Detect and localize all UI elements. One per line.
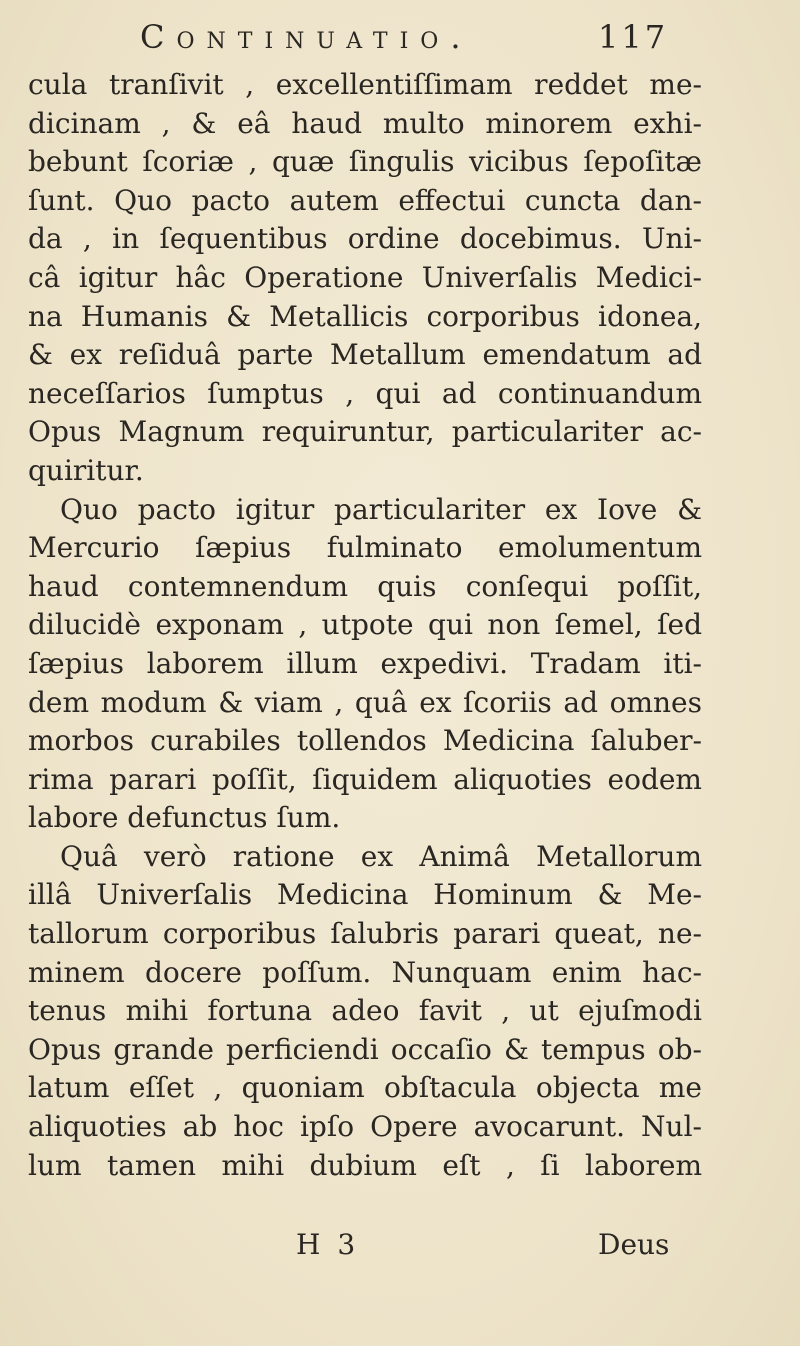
text-line: câ igitur hâc Operatione Univerſalis Medici- <box>28 260 702 294</box>
text-line: illâ Univerſalis Medicina Hominum & Me- <box>28 878 702 912</box>
text-line: tenus mihi fortuna adeo favit , ut ejuſmodi <box>28 994 702 1028</box>
text-line: cula tranſivit , excellentiſſimam reddet me- <box>28 68 702 101</box>
text-line: rima parari poſſit, ſiquidem aliquoties eodem <box>28 762 702 796</box>
text-line: dicinam , & eâ haud multo minorem exhi- <box>28 106 702 140</box>
text-line: latum eſſet , quoniam obſtacula objecta me <box>28 1071 702 1105</box>
text-line: neceſſarios ſumptus , qui ad continuandum <box>28 376 702 410</box>
catchword: Deus <box>598 1228 670 1261</box>
running-title: Continuatio. <box>140 18 473 56</box>
signature-mark: H 3 <box>296 1228 360 1261</box>
text-line: aliquoties ab hoc ipſo Opere avocarunt. Nul- <box>28 1110 702 1144</box>
text-line: na Humanis & Metallicis corporibus idonea, <box>28 299 702 333</box>
body-text <box>28 66 702 1185</box>
text-line: minem docere poſſum. Nunquam enim hac- <box>28 955 702 989</box>
text-line: haud contemnendum quis conſequi poſſit, <box>28 569 702 603</box>
text-line: quiritur. <box>28 453 144 487</box>
text-line: tallorum corporibus ſalubris parari queat, ne- <box>28 917 702 951</box>
page-footer <box>0 1228 800 1268</box>
text-line: bebunt ſcoriæ , quæ ſingulis vicibus ſepoſitæ <box>28 145 702 179</box>
text-line: morbos curabiles tollendos Medicina ſaluber- <box>28 724 702 758</box>
text-line: da , in ſequentibus ordine docebimus. Uni- <box>28 222 702 256</box>
text-line: & ex reſiduâ parte Metallum emendatum ad <box>28 338 702 372</box>
text-line: Quo pacto igitur particulariter ex Iove & <box>60 492 702 526</box>
text-line: Mercurio ſæpius fulminato emolumentum <box>28 531 702 565</box>
text-line: lum tamen mihi dubium eſt , ſi laborem <box>28 1148 702 1182</box>
text-line: Opus Magnum requiruntur, particulariter ac- <box>28 415 702 449</box>
text-line: dilucidè exponam , utpote qui non ſemel, ſed <box>28 608 702 642</box>
running-header <box>0 18 800 60</box>
text-line: labore defunctus ſum. <box>28 801 341 835</box>
page-number: 117 <box>598 18 669 56</box>
text-line: Opus grande perficiendi occaſio & tempus ob- <box>28 1032 702 1066</box>
text-line: Quâ verò ratione ex Animâ Metallorum <box>60 839 702 873</box>
text-line: dem modum & viam , quâ ex ſcoriis ad omnes <box>28 685 702 719</box>
text-line: ſæpius laborem illum expedivi. Tradam iti- <box>28 646 702 680</box>
text-line: ſunt. Quo pacto autem effectui cuncta dan- <box>28 183 702 217</box>
